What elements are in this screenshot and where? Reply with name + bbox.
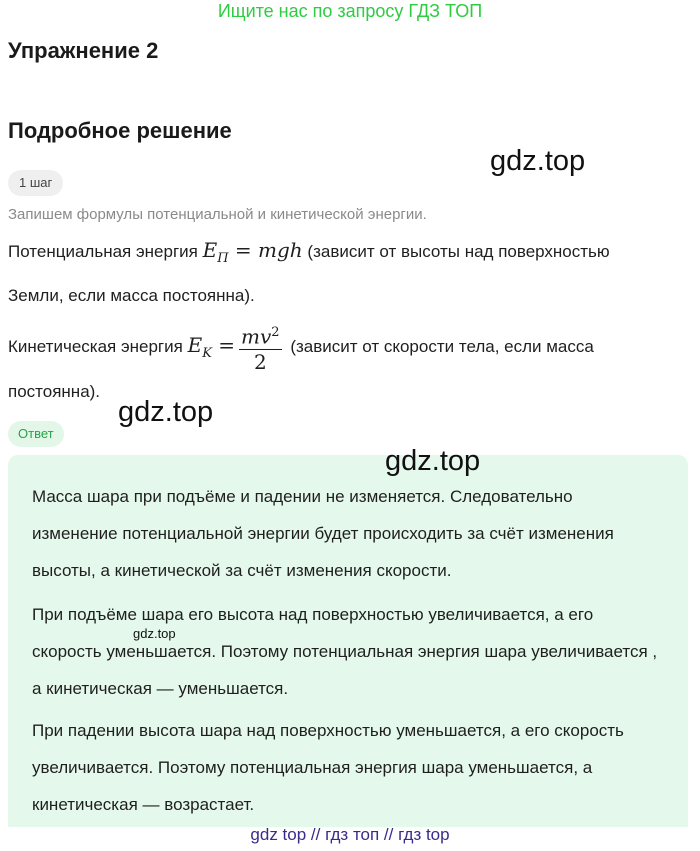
watermark: gdz.top xyxy=(490,145,586,177)
solution-title: Подробное решение xyxy=(8,118,232,143)
watermark: gdz.top xyxy=(385,445,481,477)
watermark: gdz.top xyxy=(118,396,214,428)
potential-formula: $E_П$ = mgh xyxy=(202,238,303,266)
answer-badge: Ответ xyxy=(8,421,64,447)
top-banner[interactable]: Ищите нас по запросу ГДЗ ТОП xyxy=(217,1,483,21)
kinetic-energy-paragraph xyxy=(8,322,668,410)
kinetic-fraction: $\frac{mv^2}{2}$ xyxy=(239,322,282,373)
kinetic-suffix: (зависит от скорости тела, если масса постоянна). xyxy=(8,336,594,401)
exercise-title: Упражнение 2 xyxy=(8,38,159,63)
step-badge: 1 шаг xyxy=(8,170,63,196)
kinetic-formula: $E_K$ = xyxy=(187,332,236,361)
watermark-small: gdz.top xyxy=(133,626,176,641)
potential-suffix: (зависит от высоты над поверхностью Земли, если масса постоянна). xyxy=(8,242,610,305)
kinetic-prefix: Кинетическая энергия xyxy=(8,336,183,356)
answer-paragraph: Масса шара при подъёме и падении не изменяется. Следовательно изменение потенциальной энергии будет происходить за счёт изменения высоты, а кинетической за счёт изменения скорости. xyxy=(32,487,614,580)
step-intro: Запишем формулы потенциальной и кинетической энергии. xyxy=(8,206,427,223)
answer-paragraph: При подъёме шара его высота над поверхностью увеличивается, а его скорость уменьшается. Поэтому потенциальная энергия шара увеличивается , а кинетическая — уменьшается. xyxy=(32,605,658,698)
footer-links[interactable]: gdz top // гдз топ // гдз top xyxy=(250,825,450,844)
potential-energy-paragraph xyxy=(8,232,668,314)
potential-prefix: Потенциальная энергия xyxy=(8,242,198,261)
answer-paragraph: При падении высота шара над поверхностью уменьшается, а его скорость увеличивается. Поэтому потенциальная энергия шара уменьшается, а кинетическая — возрастает. xyxy=(32,721,624,814)
